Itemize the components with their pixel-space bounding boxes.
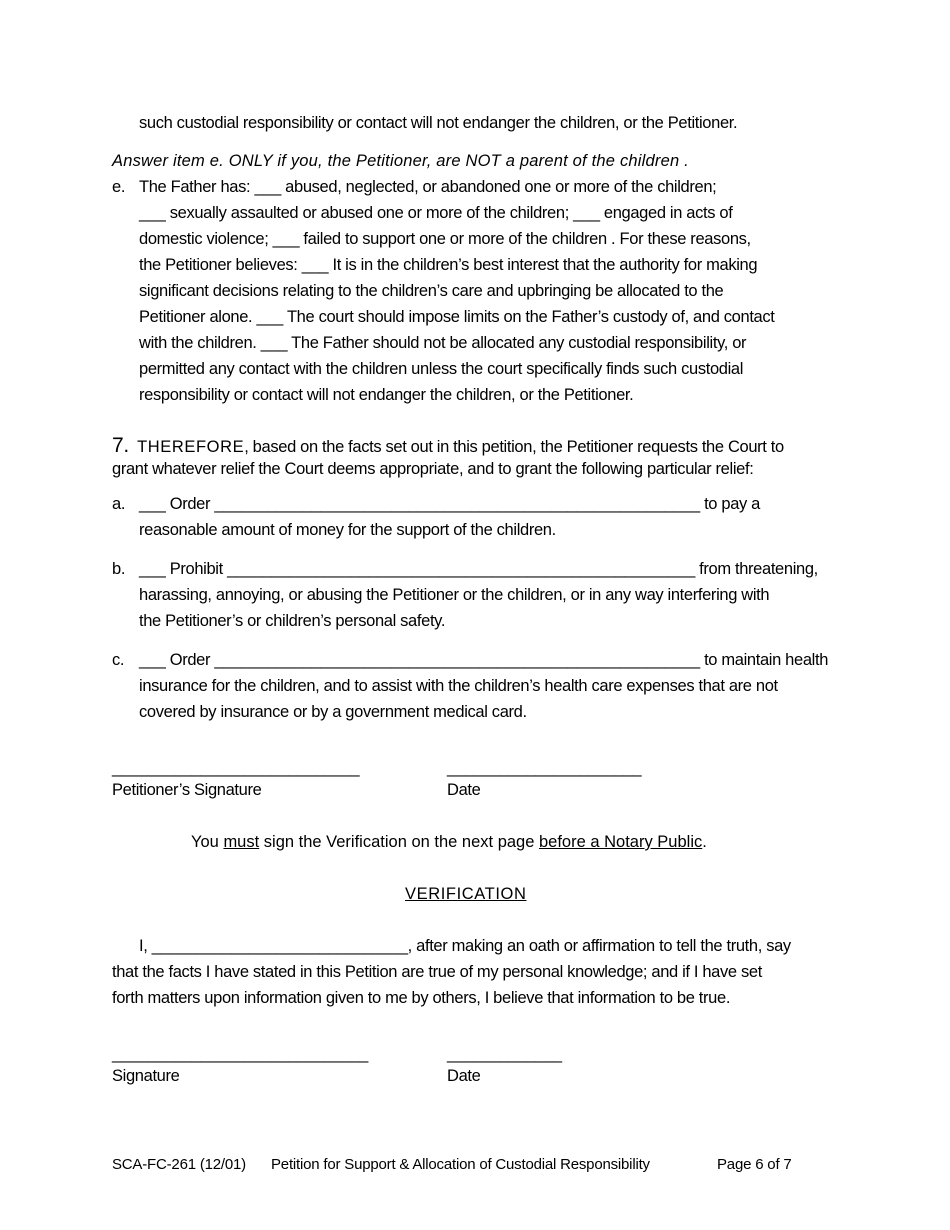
date-label: Date: [447, 1067, 481, 1085]
footer-page-number: Page 6 of 7: [717, 1156, 792, 1173]
notice-text: .: [702, 833, 707, 851]
notice-notary: before a Notary Public: [538, 833, 703, 851]
petitioner-signature-field[interactable]: ____________________________: [112, 759, 360, 777]
item-e-line: responsibility or contact will not endanger the children, or the Petitioner.: [139, 386, 634, 404]
petitioner-signature-label: Petitioner’s Signature: [112, 781, 262, 799]
item-e-marker: e.: [112, 178, 126, 196]
item-e-line: domestic violence; ___ failed to support one or more of the children . For these reasons,: [139, 230, 751, 248]
section-7-line2: grant whatever relief the Court deems appropriate, and to grant the following particular relief:: [112, 460, 754, 478]
relief-b-line: harassing, annoying, or abusing the Petitioner or the children, or in any way interfering with: [139, 586, 770, 604]
relief-c-marker: c.: [112, 651, 125, 669]
therefore-word: THEREFORE: [137, 438, 245, 456]
item-e-line: The Father has: ___ abused, neglected, or abandoned one or more of the children;: [139, 178, 717, 196]
relief-a-line: reasonable amount of money for the support of the children.: [139, 521, 556, 539]
section-number: 7.: [112, 434, 129, 457]
item-e-instruction: Answer item e. ONLY if you, the Petitioner, are NOT a parent of the children .: [112, 152, 689, 170]
item-e-line: permitted any contact with the children unless the court specifically finds such custodial: [139, 360, 744, 378]
relief-c-line[interactable]: ___ Order _______________________________________________________ to maintain health: [139, 651, 829, 669]
petitioner-date-label: Date: [447, 781, 481, 799]
item-e-line: Petitioner alone. ___ The court should impose limits on the Father’s custody of, and contact: [139, 308, 775, 326]
continuation-text: such custodial responsibility or contact will not endanger the children, or the Petitioner.: [139, 114, 738, 132]
footer-title: Petition for Support & Allocation of Custodial Responsibility: [271, 1156, 650, 1173]
relief-b-marker: b.: [112, 560, 126, 578]
relief-a-marker: a.: [112, 495, 126, 513]
item-e-line: significant decisions relating to the children’s care and upbringing be allocated to the: [139, 282, 724, 300]
notice-text: You: [191, 833, 224, 851]
notice-must: must: [223, 833, 260, 851]
verification-line[interactable]: I, _____________________________, after making an oath or affirmation to tell the truth, say: [139, 937, 791, 955]
relief-b-line: the Petitioner’s or children’s personal safety.: [139, 612, 446, 630]
footer-form-id: SCA-FC-261 (12/01): [112, 1156, 246, 1173]
date-field[interactable]: _____________: [447, 1045, 562, 1063]
notary-notice: [191, 829, 707, 855]
relief-c-line: covered by insurance or by a government medical card.: [139, 703, 527, 721]
section-7-line1: , based on the facts set out in this petition, the Petitioner requests the Court to: [244, 438, 784, 456]
verification-line: that the facts I have stated in this Petition are true of my personal knowledge; and if I have set: [112, 963, 762, 981]
petitioner-date-field[interactable]: ______________________: [447, 759, 642, 777]
notice-text: sign the Verification on the next page: [259, 833, 539, 851]
relief-c-line: insurance for the children, and to assist with the children’s health care expenses that are not: [139, 677, 778, 695]
item-e-line: the Petitioner believes: ___ It is in the children’s best interest that the authority for making: [139, 256, 758, 274]
relief-a-line[interactable]: ___ Order _______________________________________________________ to pay a: [139, 495, 760, 513]
signature-label: Signature: [112, 1067, 180, 1085]
signature-field[interactable]: _____________________________: [112, 1045, 368, 1063]
item-e-line: with the children. ___ The Father should not be allocated any custodial responsibility, or: [139, 334, 747, 352]
verification-line: forth matters upon information given to me by others, I believe that information to be true.: [112, 989, 731, 1007]
relief-b-line[interactable]: ___ Prohibit _____________________________________________________ from threatening,: [139, 560, 818, 578]
verification-heading: VERIFICATION: [405, 885, 527, 903]
item-e-line: ___ sexually assaulted or abused one or more of the children; ___ engaged in acts of: [139, 204, 733, 222]
